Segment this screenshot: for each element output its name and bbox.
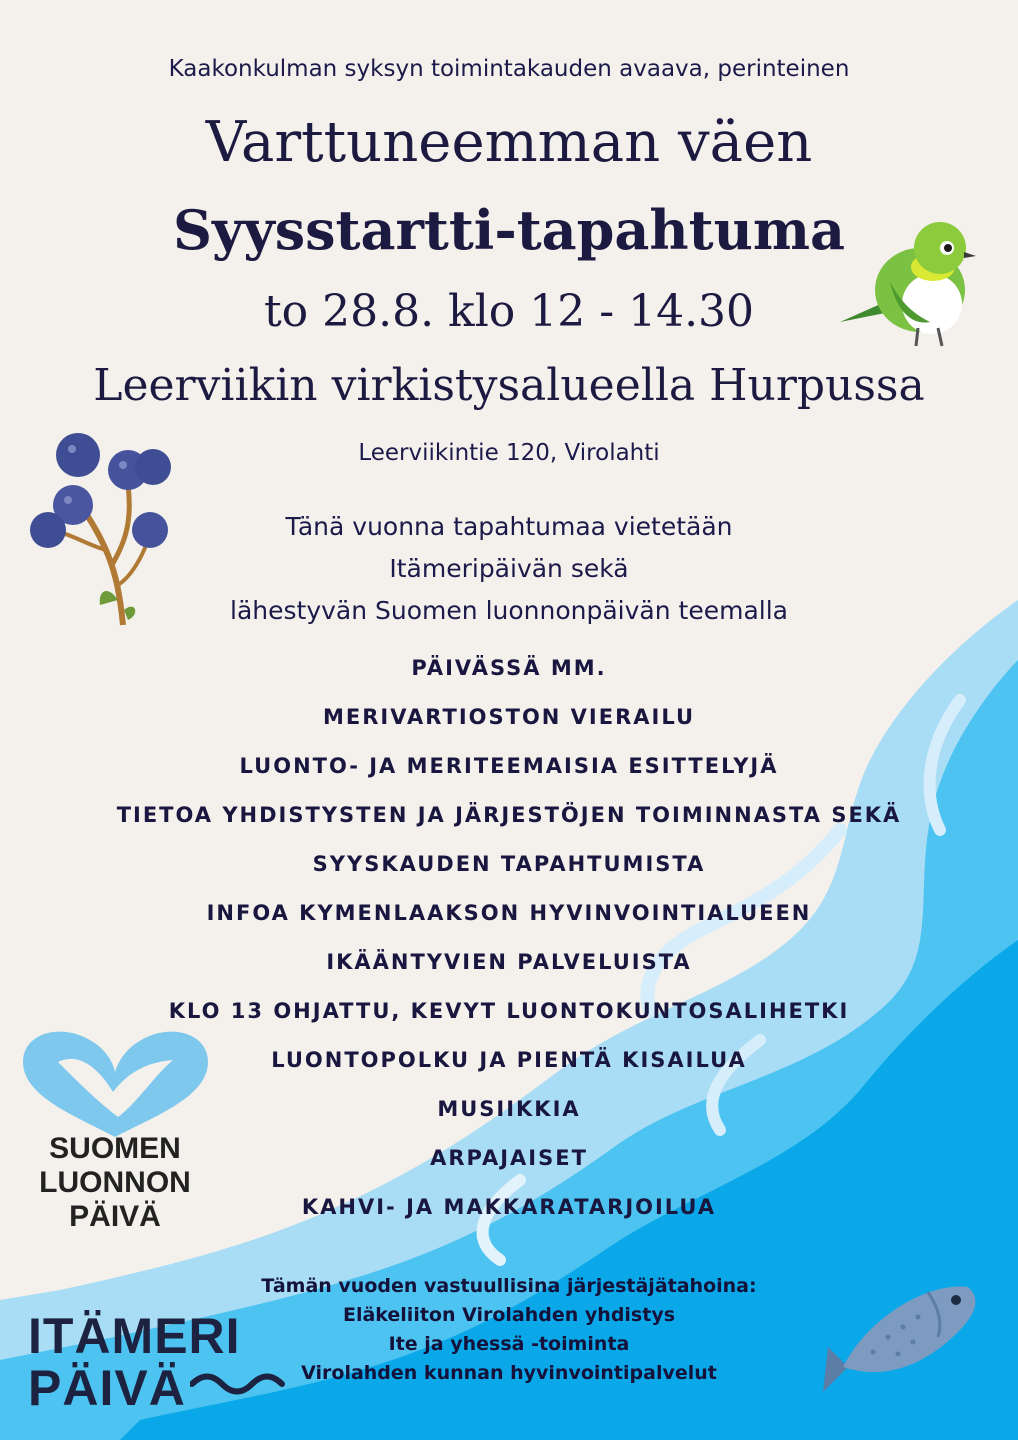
blueberry-branch-icon — [28, 425, 178, 630]
logo-text-line: LUONNON — [39, 1166, 191, 1199]
itameripaiva-logo — [28, 1310, 241, 1414]
organizer-item: Eläkeliiton Virolahden yhdistys — [342, 1304, 676, 1326]
theme-line: Tänä vuonna tapahtumaa vietetään — [285, 512, 733, 541]
program-item: LUONTOPOLKU JA PIENTÄ KISAILUA — [271, 1048, 747, 1072]
program-item: TIETOA YHDISTYSTEN JA JÄRJESTÖJEN TOIMINNASTA SEKÄ — [116, 803, 902, 827]
program-item: PÄIVÄSSÄ MM. — [411, 656, 607, 680]
program-item: MERIVARTIOSTON VIERAILU — [322, 705, 696, 729]
logo-text-line: PÄIVÄ — [28, 1360, 186, 1416]
theme-line: Itämeripäivän sekä — [389, 554, 629, 583]
program-item: KAHVI- JA MAKKARATARJOILUA — [301, 1195, 717, 1219]
program-item: LUONTO- JA MERITEEMAISIA ESITTELYJÄ — [239, 754, 779, 778]
program-item: SYYSKAUDEN TAPAHTUMISTA — [312, 852, 706, 876]
organizer-item: Virolahden kunnan hyvinvointipalvelut — [301, 1362, 717, 1384]
theme-line: lähestyvän Suomen luonnonpäivän teemalla — [230, 596, 788, 625]
logo-text-line: PÄIVÄ — [69, 1200, 161, 1233]
event-address: Leerviikintie 120, Virolahti — [358, 440, 660, 466]
program-item: KLO 13 OHJATTU, KEVYT LUONTOKUNTOSALIHETKI — [168, 999, 850, 1023]
logo-text-line: SUOMEN — [49, 1132, 181, 1165]
program-item: IKÄÄNTYVIEN PALVELUISTA — [326, 950, 692, 974]
event-venue: Leerviikin virkistysalueella Hurpussa — [93, 360, 925, 411]
organizers-heading: Tämän vuoden vastuullisina järjestäjätahoina: — [261, 1275, 757, 1297]
title-line-2: Syysstartti-tapahtuma — [172, 198, 846, 262]
suomen-luonnon-paiva-logo-text — [25, 1132, 205, 1234]
wave-icon — [190, 1372, 285, 1396]
program-item: INFOA KYMENLAAKSON HYVINVOINTIALUEEN — [206, 901, 812, 925]
logo-text-line: ITÄMERI — [28, 1308, 241, 1364]
intro-text: Kaakonkulman syksyn toimintakauden avaava, perinteinen — [168, 56, 850, 82]
bird-icon — [830, 212, 980, 352]
event-datetime: to 28.8. klo 12 - 14.30 — [263, 286, 755, 337]
program-item: ARPAJAISET — [430, 1146, 588, 1170]
organizer-item: Ite ja yhessä -toiminta — [388, 1333, 630, 1355]
suomen-luonnon-paiva-logo-icon — [18, 1022, 213, 1142]
program-item: MUSIIKKIA — [437, 1097, 581, 1121]
title-line-1: Varttuneemman väen — [205, 110, 813, 175]
fish-icon — [808, 1272, 983, 1407]
